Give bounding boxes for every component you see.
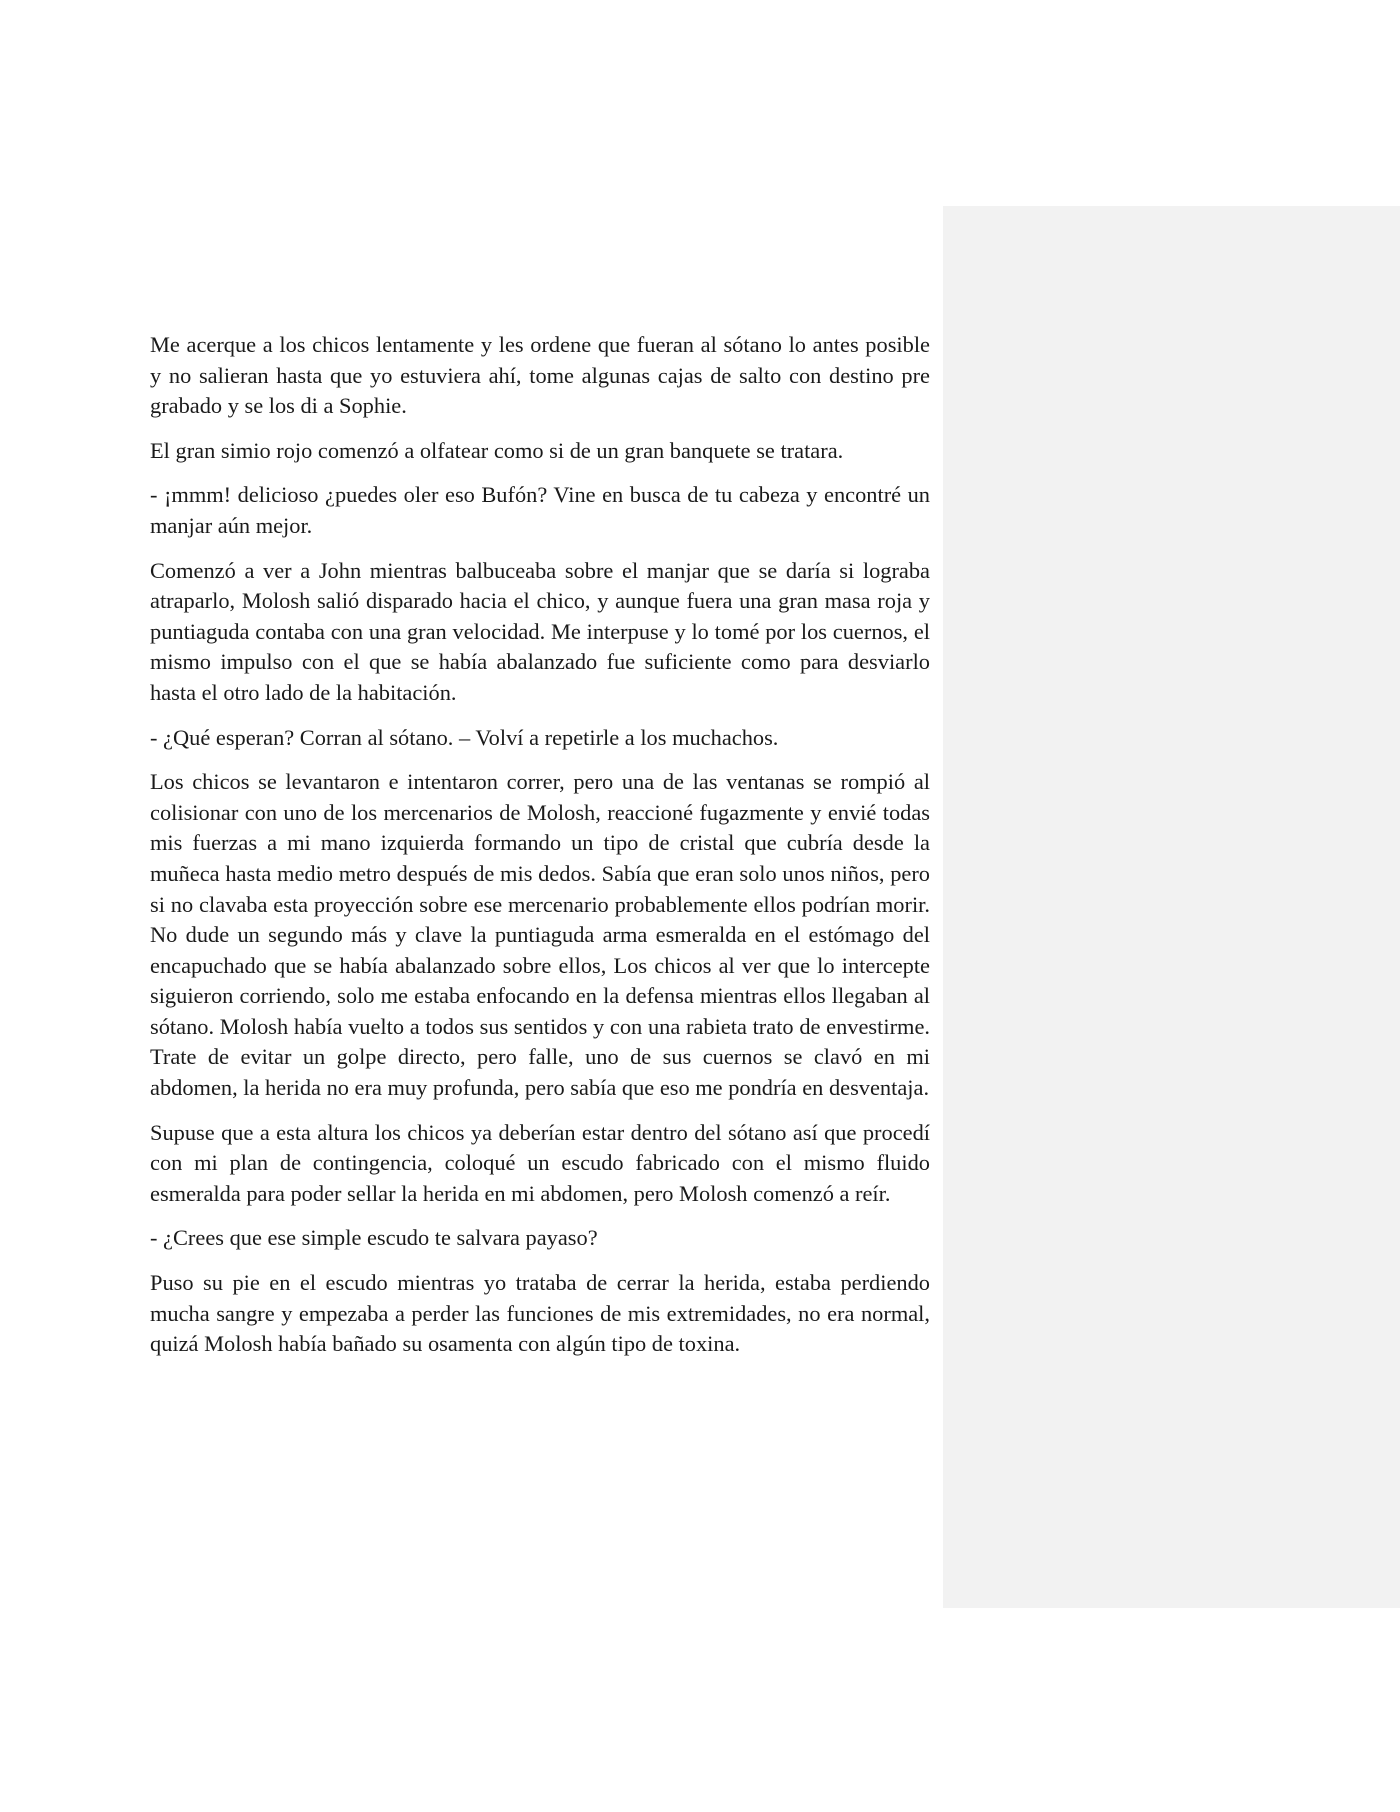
paragraph: Comenzó a ver a John mientras balbuceaba sobre el manjar que se daría si lograba atraparlo, Molosh salió disparado hacia el chico, y aunque fuera una gran masa roja y puntiaguda contaba con una gran velocidad. Me interpuse y lo tomé por los cuernos, el mismo impulso con el que se había abalanzado fue suficiente como para desviarlo hasta el otro lado de la habitación.: [150, 557, 930, 705]
document-body: [150, 330, 930, 1374]
paragraph: El gran simio rojo comenzó a olfatear como si de un gran banquete se tratara.: [150, 437, 844, 463]
paragraph: Los chicos se levantaron e intentaron correr, pero una de las ventanas se rompió al colisionar con uno de los mercenarios de Molosh, reaccioné fugazmente y envié todas mis fuerzas a mi mano izquierda formando un tipo de cristal que cubría desde la muñeca hasta medio metro después de mis dedos. Sabía que eran solo unos niños, pero si no clavaba esta proyección sobre ese mercenario probablemente ellos podrían morir. No dude un segundo más y clave la puntiaguda arma esmeralda en el estómago del encapuchado que se había abalanzado sobre ellos, Los chicos al ver que lo intercepte siguieron corriendo, solo me estaba enfocando en la defensa mientras ellos llegaban al sótano. Molosh había vuelto a todos sus sentidos y con una rabieta trato de envestirme. Trate de evitar un golpe directo, pero falle, uno de sus cuernos se clavó en mi abdomen, la herida no era muy profunda, pero sabía que eso me pondría en desventaja.: [150, 769, 930, 1101]
paragraph: - ¿Crees que ese simple escudo te salvara payaso?: [150, 1225, 598, 1251]
comment-margin-pane: [943, 206, 1400, 1608]
paragraph: Puso su pie en el escudo mientras yo trataba de cerrar la herida, estaba perdiendo mucha sangre y empezaba a perder las funciones de mis extremidades, no era normal, quizá Molosh había bañado su osamenta con algún tipo de toxina.: [150, 1270, 930, 1357]
paragraph: - ¿Qué esperan? Corran al sótano. – Volví a repetirle a los muchachos.: [150, 724, 779, 750]
paragraph: - ¡mmm! delicioso ¿puedes oler eso Bufón? Vine en busca de tu cabeza y encontré un manjar aún mejor.: [150, 482, 930, 538]
paragraph: Me acerque a los chicos lentamente y les ordene que fueran al sótano lo antes posible y no salieran hasta que yo estuviera ahí, tome algunas cajas de salto con destino pre grabado y se los di a Sophie.: [150, 332, 930, 419]
paragraph: Supuse que a esta altura los chicos ya deberían estar dentro del sótano así que procedí con mi plan de contingencia, coloqué un escudo fabricado con el mismo fluido esmeralda para poder sellar la herida en mi abdomen, pero Molosh comenzó a reír.: [150, 1119, 930, 1206]
